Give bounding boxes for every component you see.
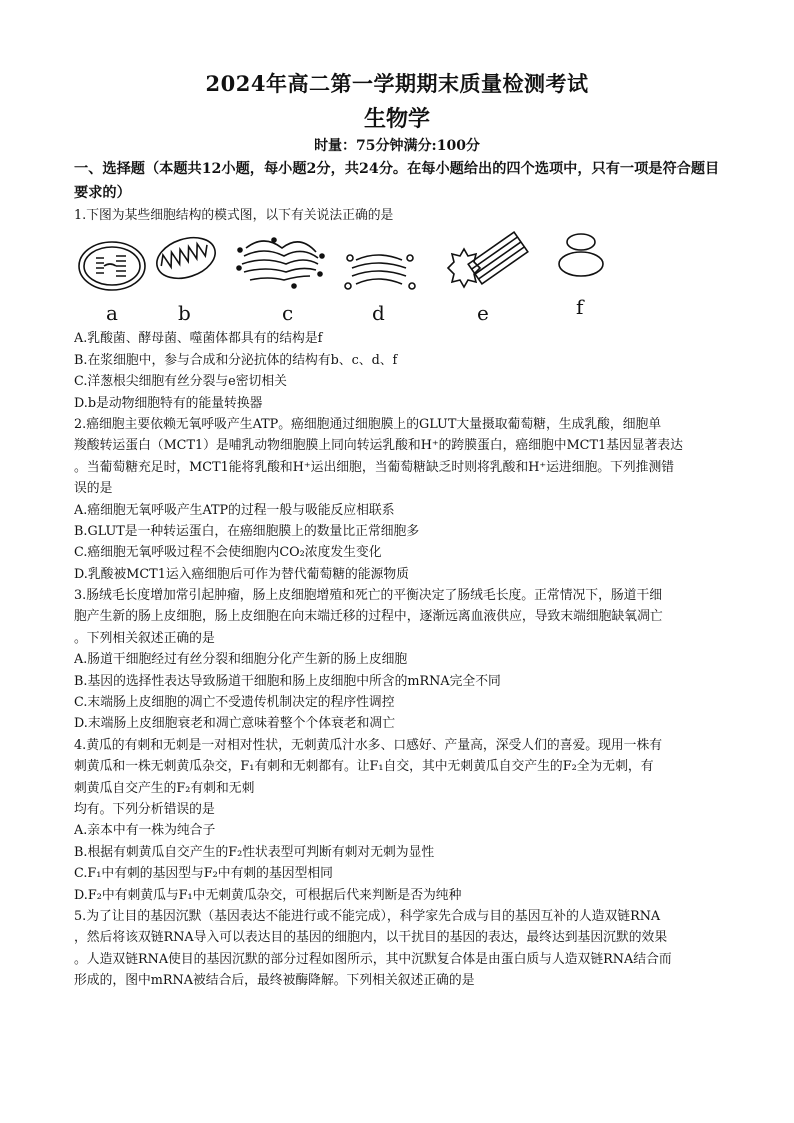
q4-stem-line: 刺黄瓜自交产生的F₂有刺和无刺 bbox=[74, 780, 255, 796]
exam-title: 2024年高二第一学期期末质量检测考试 bbox=[205, 71, 589, 96]
q5-stem-line: 。人造双链RNA使目的基因沉默的部分过程如图所示，其中沉默复合体是由蛋白质与人造双链RNA结合而 bbox=[74, 951, 672, 967]
section-heading: 一、选择题（本题共12小题，每小题2分，共24分。在每小题给出的四个选项中，只有一项是符合题目要求的） bbox=[74, 161, 720, 201]
q1-figure bbox=[74, 228, 724, 328]
figure-label-d: d bbox=[372, 301, 385, 326]
figure-label-f: f bbox=[576, 295, 584, 320]
q4-option-a: A.亲本中有一株为纯合子 bbox=[74, 823, 216, 839]
organelle-f-ribosome bbox=[559, 234, 603, 276]
organelle-e-centrosome bbox=[448, 233, 528, 288]
q4-stem-line: 均有。下列分析错误的是 bbox=[74, 801, 215, 817]
q2-stem-line: 。当葡萄糖充足时，MCT1能将乳酸和H⁺运出细胞，当葡萄糖缺乏时则将乳酸和H⁺运进细胞。下列推测错 bbox=[74, 459, 675, 475]
q1-option-c: C.洋葱根尖细胞有丝分裂与e密切相关 bbox=[74, 374, 287, 390]
q3-option-d: D.末端肠上皮细胞衰老和凋亡意味着整个个体衰老和凋亡 bbox=[74, 716, 395, 732]
q3-option-a: A.肠道干细胞经过有丝分裂和细胞分化产生新的肠上皮细胞 bbox=[74, 652, 408, 668]
organelle-d-golgi bbox=[345, 255, 415, 289]
q2-option-a: A.癌细胞无氧呼吸产生ATP的过程一般与吸能反应相联系 bbox=[74, 502, 395, 518]
q1-option-a: A.乳酸菌、酵母菌、噬菌体都具有的结构是f bbox=[74, 331, 323, 347]
organelle-c-er bbox=[237, 238, 324, 288]
q4-stem-line: 4.黄瓜的有刺和无刺是一对相对性状，无刺黄瓜汁水多、口感好、产量高，深受人们的喜爱。现用一株有 bbox=[74, 737, 663, 753]
q3-stem-line: 胞产生新的肠上皮细胞，肠上皮细胞在向末端迁移的过程中，逐渐远离血液供应，导致末端细胞缺氧凋亡 bbox=[74, 609, 663, 625]
q4-option-c: C.F₁中有刺的基因型与F₂中有刺的基因型相同 bbox=[74, 866, 333, 882]
q1-option-b: B.在浆细胞中，参与合成和分泌抗体的结构有b、c、d、f bbox=[74, 352, 398, 368]
q4-option-d: D.F₂中有刺黄瓜与F₁中无刺黄瓜杂交，可根据后代来判断是否为纯种 bbox=[74, 887, 462, 903]
questions bbox=[74, 205, 724, 992]
organelle-b-mitochondrion bbox=[152, 231, 221, 286]
figure-label-b: b bbox=[178, 301, 191, 326]
q5-stem-line: ，然后将该双链RNA导入可以表达目的基因的细胞内，以干扰目的基因的表达，最终达到基因沉默的效果 bbox=[74, 930, 668, 946]
q3-option-c: C.末端肠上皮细胞的凋亡不受遗传机制决定的程序性调控 bbox=[74, 695, 395, 711]
q2-option-c: C.癌细胞无氧呼吸过程不会使细胞内CO₂浓度发生变化 bbox=[74, 545, 382, 561]
q5-stem-line: 形成的，图中mRNA被结合后，最终被酶降解。下列相关叙述正确的是 bbox=[74, 973, 475, 989]
q1-stem: 1.下图为某些细胞结构的模式图，以下有关说法正确的是 bbox=[74, 208, 394, 223]
q5-stem-line: 5.为了让目的基因沉默（基因表达不能进行或不能完成），科学家先合成与目的基因互补的人造双链RNA bbox=[74, 908, 661, 924]
exam-meta: 时量：75分钟满分:100分 bbox=[314, 138, 480, 154]
figure-label-e: e bbox=[477, 301, 489, 326]
q1-option-d: D.b是动物细胞特有的能量转换器 bbox=[74, 395, 263, 411]
figure-label-c: c bbox=[282, 301, 294, 326]
q3-stem-line: 3.肠绒毛长度增加常引起肿瘤，肠上皮细胞增殖和死亡的平衡决定了肠绒毛长度。正常情况下，肠道干细 bbox=[74, 588, 663, 604]
q2-option-b: B.GLUT是一种转运蛋白，在癌细胞膜上的数量比正常细胞多 bbox=[74, 523, 420, 539]
q4-stem-line: 刺黄瓜和一株无刺黄瓜杂交，F₁有刺和无刺都有。让F₁自交，其中无刺黄瓜自交产生的F₂全为无刺，有 bbox=[74, 759, 654, 775]
figure-label-a: a bbox=[106, 301, 118, 326]
q2-stem-line: 羧酸转运蛋白（MCT1）是哺乳动物细胞膜上同向转运乳酸和H⁺的跨膜蛋白，癌细胞中MCT1基因显著表达 bbox=[74, 438, 683, 454]
subject-title: 生物学 bbox=[363, 106, 430, 132]
q3-stem-line: 。下列相关叙述正确的是 bbox=[74, 630, 215, 646]
organelle-a-chloroplast bbox=[79, 242, 145, 290]
q4-option-b: B.根据有刺黄瓜自交产生的F₂性状表型可判断有刺对无刺为显性 bbox=[74, 844, 435, 860]
organelle-diagram bbox=[74, 228, 724, 328]
q2-option-d: D.乳酸被MCT1运入癌细胞后可作为替代葡萄糖的能源物质 bbox=[74, 566, 409, 582]
q2-stem-line: 误的是 bbox=[74, 481, 113, 497]
q2-stem-line: 2.癌细胞主要依赖无氧呼吸产生ATP。癌细胞通过细胞膜上的GLUT大量摄取葡萄糖，生成乳酸，细胞单 bbox=[74, 416, 662, 432]
q3-option-b: B.基因的选择性表达导致肠道干细胞和肠上皮细胞中所含的mRNA完全不同 bbox=[74, 673, 501, 689]
